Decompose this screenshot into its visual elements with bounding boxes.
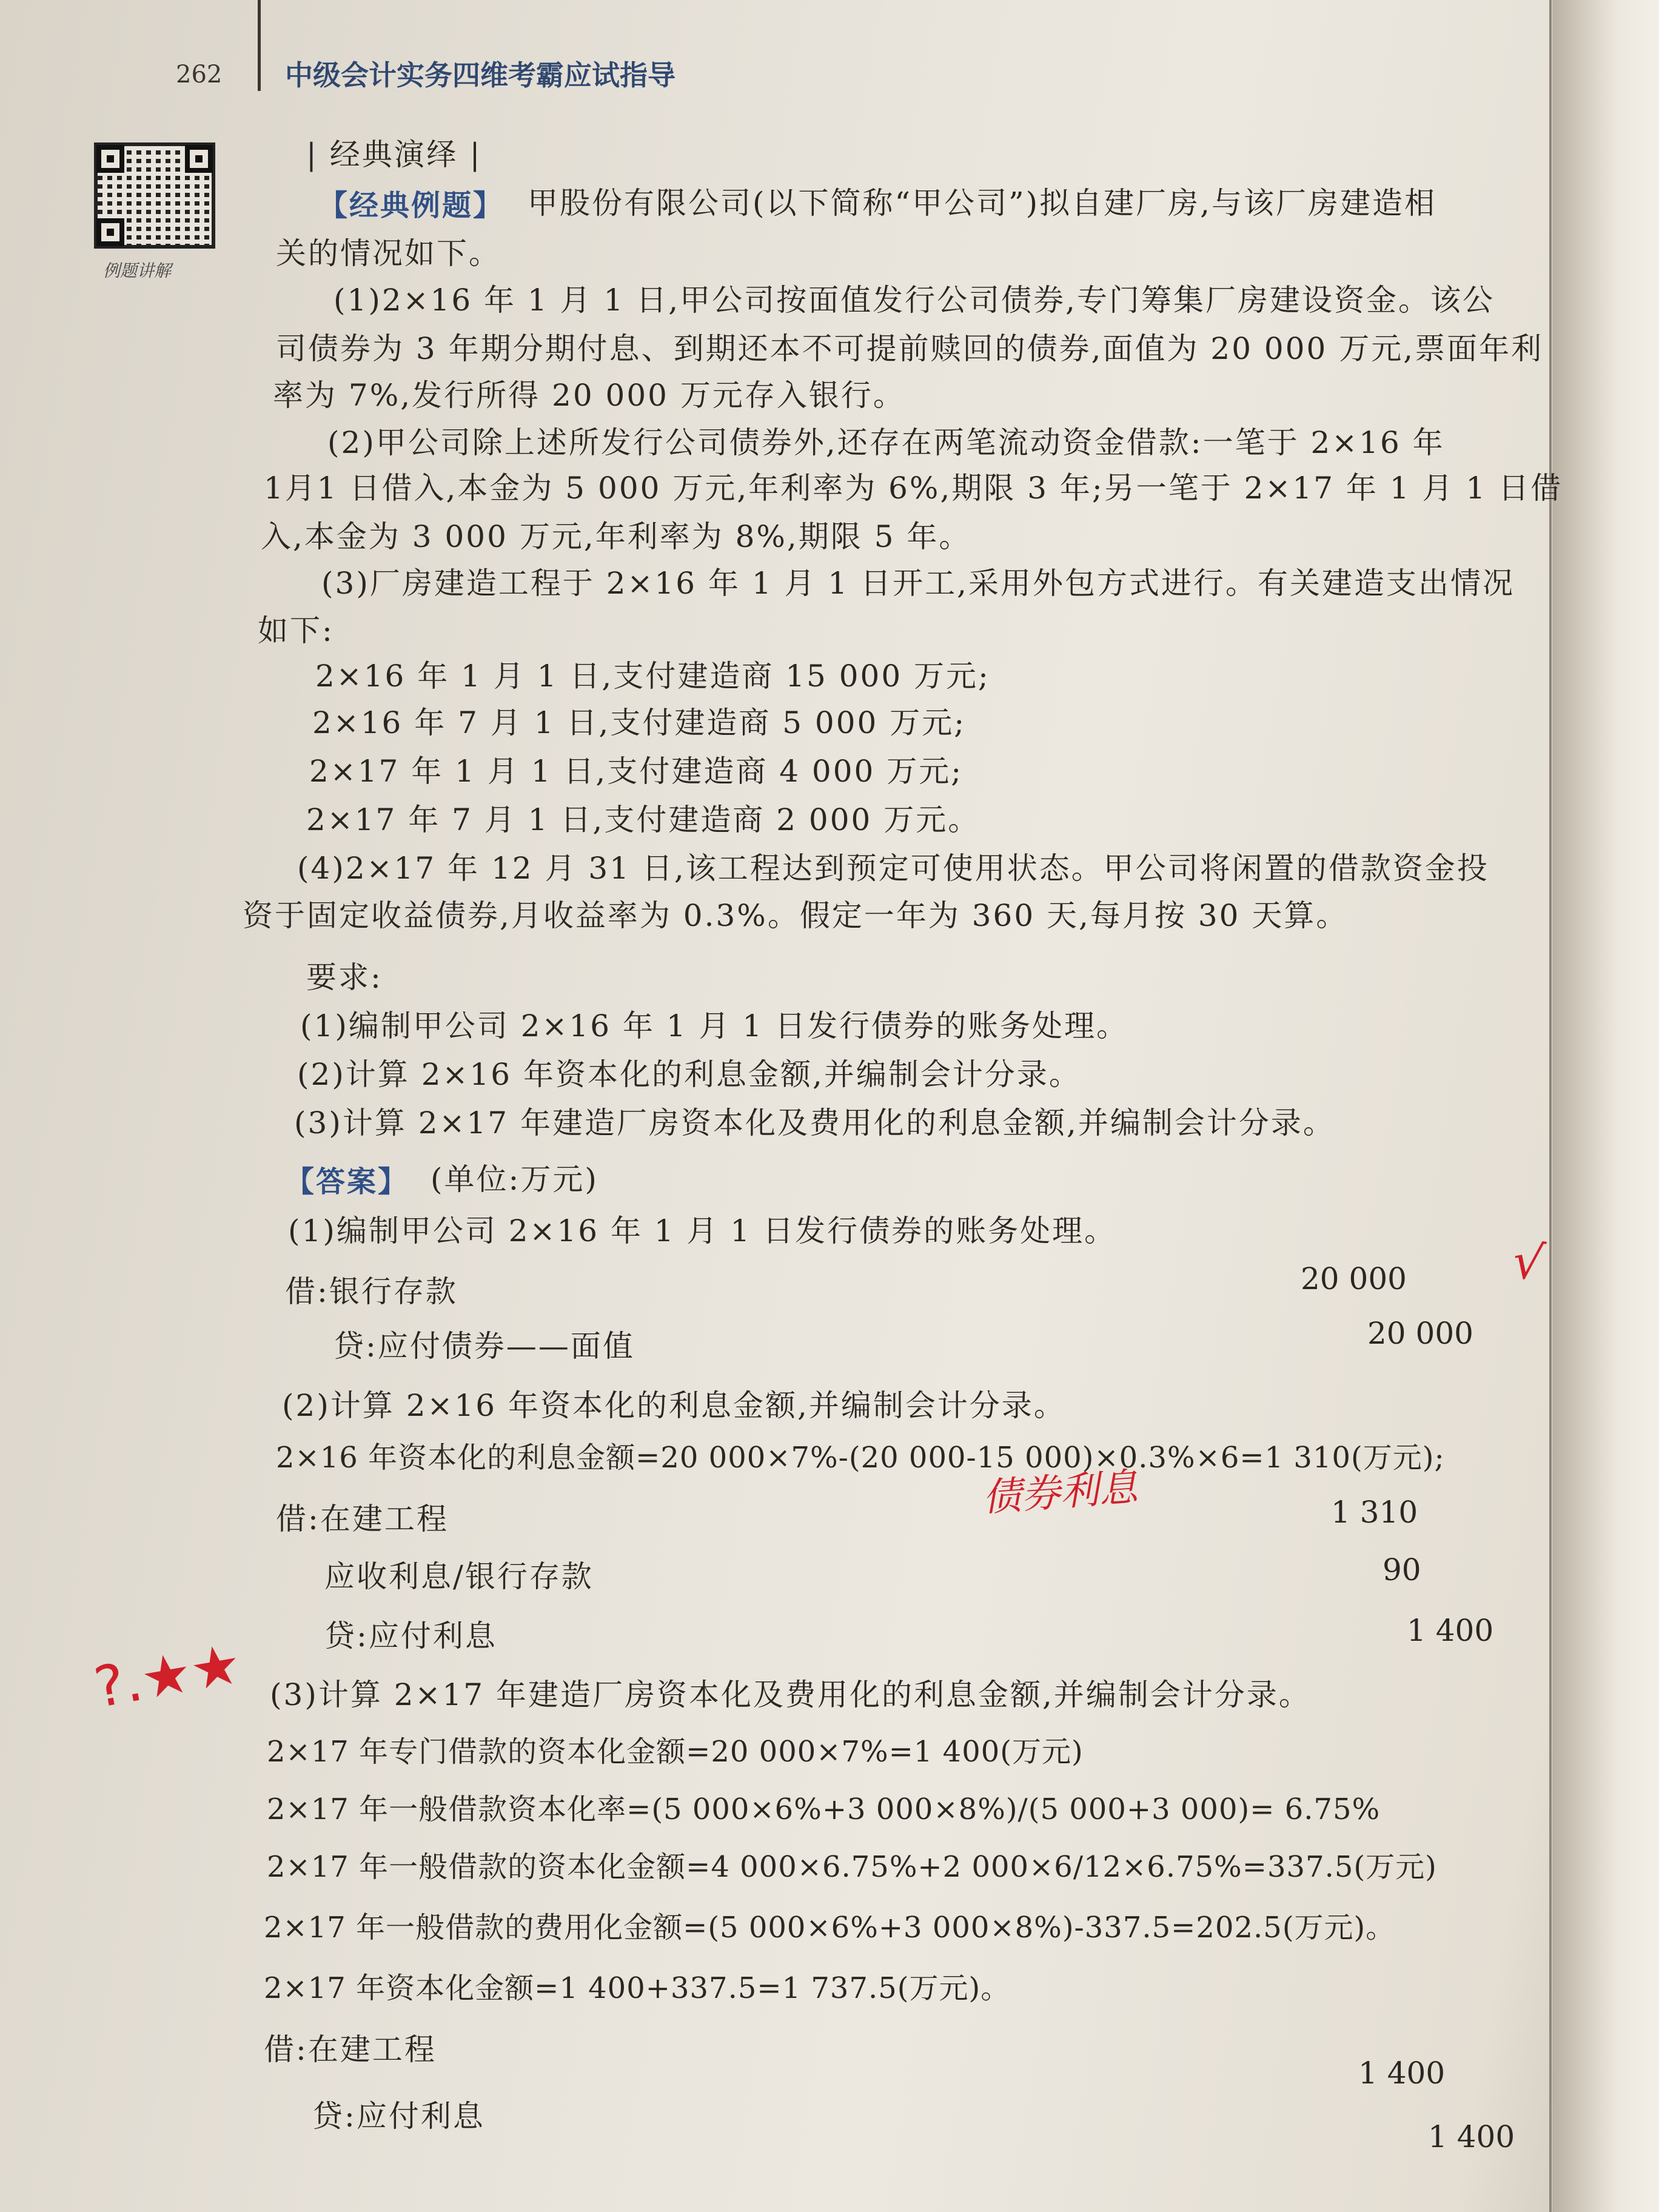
journal-debit: 借:在建工程 xyxy=(264,2032,437,2067)
question-line: 关的情况如下。 xyxy=(276,236,501,271)
answer-line: (2)计算 2×16 年资本化的利息金额,并编制会计分录。 xyxy=(282,1388,1066,1423)
requirement-line: (3)计算 2×17 年建造厂房资本化及费用化的利息金额,并编制会计分录。 xyxy=(294,1105,1335,1141)
answer-line: (1)编制甲公司 2×16 年 1 月 1 日发行债券的账务处理。 xyxy=(288,1213,1117,1248)
page-number: 262 xyxy=(176,61,223,89)
payment-line: 2×16 年 1 月 1 日,支付建造商 15 000 万元; xyxy=(315,659,990,694)
book-title: 中级会计实务四维考霸应试指导 xyxy=(285,59,675,92)
question-line: (4)2×17 年 12 月 31 日,该工程达到预定可使用状态。甲公司将闲置的借款资金投 xyxy=(297,851,1489,886)
question-line: (2)甲公司除上述所发行公司债券外,还存在两笔流动资金借款:一笔于 2×16 年 xyxy=(327,425,1445,460)
header-divider xyxy=(258,0,261,91)
calculation-line: 2×17 年资本化金额=1 400+337.5=1 737.5(万元)。 xyxy=(264,1971,1011,2005)
example-tag: 【经典例题】 xyxy=(318,189,504,223)
qr-code-icon[interactable] xyxy=(94,142,215,249)
calculation-line: 2×17 年专门借款的资本化金额=20 000×7%=1 400(万元) xyxy=(267,1735,1084,1769)
calculation-line: 2×17 年一般借款资本化率=(5 000×6%+3 000×8%)/(5 000+3 000)= 6.75% xyxy=(267,1792,1381,1826)
handwritten-note: 债券利息 xyxy=(981,1465,1139,1521)
journal-debit: 应收利息/银行存款 xyxy=(324,1559,594,1594)
amount: 1 400 xyxy=(1358,2056,1446,2091)
answer-tag: 【答案】 xyxy=(285,1165,409,1199)
handwritten-check-mark: √ xyxy=(1509,1232,1548,1293)
calculation-line: 2×17 年一般借款的资本化金额=4 000×6.75%+2 000×6/12×6.75%=337.5(万元) xyxy=(267,1850,1437,1884)
page-gutter-shadow xyxy=(1549,0,1552,2212)
payment-line: 2×16 年 7 月 1 日,支付建造商 5 000 万元; xyxy=(312,705,967,740)
answer-line: (3)计算 2×17 年建造厂房资本化及费用化的利息金额,并编制会计分录。 xyxy=(270,1677,1311,1712)
question-line: 如下: xyxy=(258,613,334,648)
question-line: 甲股份有限公司(以下简称“甲公司”)拟自建厂房,与该厂房建造相 xyxy=(528,186,1437,221)
question-line: 率为 7%,发行所得 20 000 万元存入银行。 xyxy=(273,378,905,413)
journal-debit: 借:银行存款 xyxy=(285,1274,458,1309)
journal-credit: 贷:应付利息 xyxy=(312,2099,485,2134)
section-heading: | 经典演绎 | xyxy=(306,137,482,172)
question-line: 司债券为 3 年期分期付息、到期还本不可提前赎回的债券,面值为 20 000 万元,票面年利 xyxy=(276,331,1544,366)
payment-line: 2×17 年 7 月 1 日,支付建造商 2 000 万元。 xyxy=(306,802,980,837)
requirement-line: (1)编制甲公司 2×16 年 1 月 1 日发行债券的账务处理。 xyxy=(300,1008,1129,1044)
book-spine xyxy=(1552,0,1659,2212)
question-line: (1)2×16 年 1 月 1 日,甲公司按面值发行公司债券,专门筹集厂房建设资金。该公 xyxy=(333,283,1495,318)
requirement-line: (2)计算 2×16 年资本化的利息金额,并编制会计分录。 xyxy=(297,1057,1081,1092)
amount: 1 400 xyxy=(1428,2119,1515,2154)
requirement-heading: 要求: xyxy=(306,960,383,995)
journal-debit: 借:在建工程 xyxy=(276,1501,449,1537)
amount: 1 400 xyxy=(1407,1613,1494,1648)
payment-line: 2×17 年 1 月 1 日,支付建造商 4 000 万元; xyxy=(309,754,964,789)
amount: 1 310 xyxy=(1331,1495,1418,1530)
qr-caption: 例题讲解 xyxy=(103,261,172,281)
calculation-line: 2×17 年一般借款的费用化金额=(5 000×6%+3 000×8%)-337.5=202.5(万元)。 xyxy=(264,1911,1396,1945)
amount: 90 xyxy=(1382,1552,1421,1587)
answer-unit: (单位:万元) xyxy=(431,1162,598,1197)
question-line: 资于固定收益债券,月收益率为 0.3%。假定一年为 360 天,每月按 30 天算。 xyxy=(243,898,1349,933)
journal-credit: 贷:应付利息 xyxy=(324,1618,497,1654)
question-line: 1月1 日借入,本金为 5 000 万元,年利率为 6%,期限 3 年;另一笔于 2×17 年 1 月 1 日借 xyxy=(264,471,1563,506)
handwritten-star-mark: ?.★★ xyxy=(89,1631,246,1721)
journal-credit: 贷:应付债券——面值 xyxy=(333,1329,635,1364)
question-line: (3)厂房建造工程于 2×16 年 1 月 1 日开工,采用外包方式进行。有关建造支出情况 xyxy=(321,566,1515,601)
calculation-line: 2×16 年资本化的利息金额=20 000×7%-(20 000-15 000)×0.3%×6=1 310(万元); xyxy=(276,1441,1445,1475)
amount: 20 000 xyxy=(1301,1261,1407,1296)
question-line: 入,本金为 3 000 万元,年利率为 8%,期限 5 年。 xyxy=(261,519,971,554)
amount: 20 000 xyxy=(1367,1316,1473,1351)
